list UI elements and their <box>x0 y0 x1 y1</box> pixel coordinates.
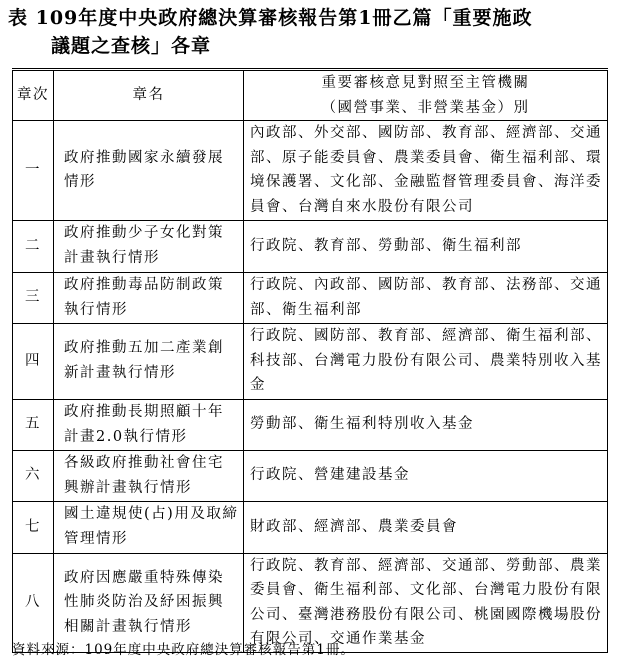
agencies: 行政院、營建建設基金 <box>244 450 608 501</box>
chapter-name: 政府推動國家永續發展情形 <box>54 121 244 220</box>
chapter-no: 五 <box>13 399 54 450</box>
table-row <box>13 501 608 553</box>
agencies: 勞動部、衛生福利特別收入基金 <box>244 399 608 450</box>
table-row <box>13 323 608 399</box>
agencies: 行政院、國防部、教育部、經濟部、衛生福利部、科技部、台灣電力股份有限公司、農業特別收入基金 <box>244 323 608 399</box>
chapter-name: 各級政府推動社會住宅興辦計畫執行情形 <box>54 450 244 501</box>
table-row <box>13 121 608 220</box>
chapter-no: 三 <box>13 272 54 323</box>
chapter-no: 二 <box>13 220 54 272</box>
caption-line-1: 表 109年度中央政府總決算審核報告第1冊乙篇「重要施政 <box>8 7 533 29</box>
header-chapter-name: 章名 <box>54 70 244 121</box>
chapter-name: 政府推動少子女化對策計畫執行情形 <box>54 220 244 272</box>
chapter-name: 國土違規使(占)用及取締管理情形 <box>54 501 244 553</box>
chapter-no: 六 <box>13 450 54 501</box>
chapter-name: 政府因應嚴重特殊傳染性肺炎防治及紓困振興相關計畫執行情形 <box>54 553 244 652</box>
header-agencies <box>244 70 608 121</box>
chapter-no: 八 <box>13 553 54 652</box>
agencies: 內政部、外交部、國防部、教育部、經濟部、交通部、原子能委員會、農業委員會、衛生福利部、環境保護署、文化部、金融監督管理委員會、海洋委員會、台灣自來水股份有限公司 <box>244 121 608 220</box>
table-header-row <box>13 70 608 121</box>
agencies: 財政部、經濟部、農業委員會 <box>244 501 608 553</box>
agencies: 行政院、內政部、國防部、教育部、法務部、交通部、衛生福利部 <box>244 272 608 323</box>
chapter-no: 一 <box>13 121 54 220</box>
table-row <box>13 399 608 450</box>
table-row <box>13 220 608 272</box>
table-row <box>13 272 608 323</box>
chapter-name: 政府推動毒品防制政策執行情形 <box>54 272 244 323</box>
chapter-name: 政府推動長期照顧十年計畫2.0執行情形 <box>54 399 244 450</box>
table-row <box>13 450 608 501</box>
chapter-name: 政府推動五加二產業創新計畫執行情形 <box>54 323 244 399</box>
caption-line-2: 議題之查核」各章 <box>51 35 212 57</box>
chapters-table <box>12 68 608 653</box>
chapter-no: 四 <box>13 323 54 399</box>
header-chapter-no: 章次 <box>13 70 54 121</box>
table-caption <box>8 4 613 60</box>
agencies: 行政院、教育部、勞動部、衛生福利部 <box>244 220 608 272</box>
source-note: 資料來源：109年度中央政府總決算審核報告第1冊。 <box>12 642 355 658</box>
chapter-no: 七 <box>13 501 54 553</box>
header-agencies-line-2: （國營事業、非營業基金）別 <box>321 99 530 116</box>
header-agencies-line-1: 重要審核意見對照至主管機關 <box>321 75 530 91</box>
agencies: 行政院、教育部、經濟部、交通部、勞動部、農業委員會、衛生福利部、文化部、台灣電力股份有限公司、臺灣港務股份有限公司、桃園國際機場股份有限公司、交通作業基金 <box>244 553 608 652</box>
